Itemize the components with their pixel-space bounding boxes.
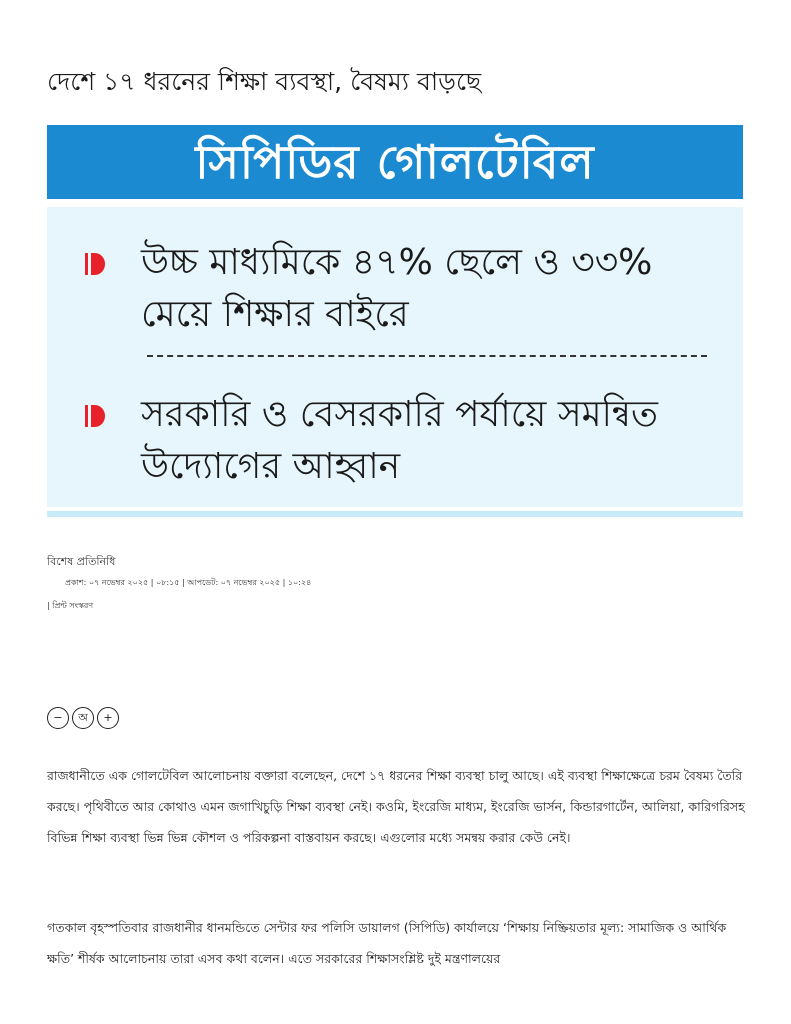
article-paragraph: রাজধানীতে এক গোলটেবিল আলোচনায় বক্তারা বলেছেন, দেশে ১৭ ধরনের শিক্ষা ব্যবস্থা চালু আছে। এই ব্যবস্থা শিক্ষাক্ষেত্রে চরম বৈষম্য তৈরি করছে। পৃথিবীতে আর কোথাও এমন জগাখিচুড়ি শিক্ষা ব্যবস্থা নেই। কওমি, ইংরেজি মাধ্যম, ইংরেজি ভার্সন, কিন্ডারগার্টেন, আলিয়া, কারিগরিসহ বিভিন্ন শিক্ষা ব্যবস্থা ভিন্ন ভিন্ন কৌশল ও পরিকল্পনা বাস্তবায়ন করছে। এগুলোর মধ্যে সমন্বয় করার কেউ নেই। xyxy=(47,768,745,845)
banner-divider xyxy=(47,511,743,517)
byline: বিশেষ প্রতিনিধি xyxy=(47,555,116,568)
font-reset-button[interactable]: অ xyxy=(72,707,94,729)
font-increase-button[interactable]: + xyxy=(97,707,119,729)
bullet-marker-icon xyxy=(85,405,105,427)
bullet-marker-icon xyxy=(85,253,105,275)
banner-point-text: সরকারি ও বেসরকারি পর্যায়ে সমন্বিত উদ্যোগের আহ্বান xyxy=(141,394,659,487)
font-size-controls xyxy=(47,707,119,731)
print-edition-link[interactable]: | প্রিন্ট সংস্করণ xyxy=(47,601,94,610)
banner-point-text: উচ্চ মাধ্যমিকে ৪৭% ছেলে ও ৩৩% মেয়ে শিক্ষার বাইরে xyxy=(141,242,653,335)
article-paragraph: গতকাল বৃহস্পতিবার রাজধানীর ধানমন্ডিতে সেন্টার ফর পলিসি ডায়ালগ (সিপিডি) কার্যালয়ে ‘শিক্ষায় নিষ্ক্রিয়তার মূল্য: সামাজিক ও আর্থিক ক্ষতি’ শীর্ষক আলোচনায় তারা এসব কথা বলেন। এতে সরকারের শিক্ষাসংশ্লিষ্ট দুই মন্ত্রণালয়ের xyxy=(47,920,727,966)
banner-body xyxy=(47,207,743,507)
divider xyxy=(147,355,707,357)
article-headline: দেশে ১৭ ধরনের শিক্ষা ব্যবস্থা, বৈষম্য বাড়ছে xyxy=(47,67,482,96)
font-decrease-button[interactable]: − xyxy=(47,707,69,729)
publish-meta: প্রকাশ: ০৭ নভেম্বর ২০২৫ | ০৮:১৫ | আপডেট: ০৭ নভেম্বর ২০২৫ | ১০:২৪ xyxy=(65,578,312,587)
summary-banner xyxy=(47,125,743,517)
banner-title: সিপিডির গোলটেবিল xyxy=(47,125,743,199)
